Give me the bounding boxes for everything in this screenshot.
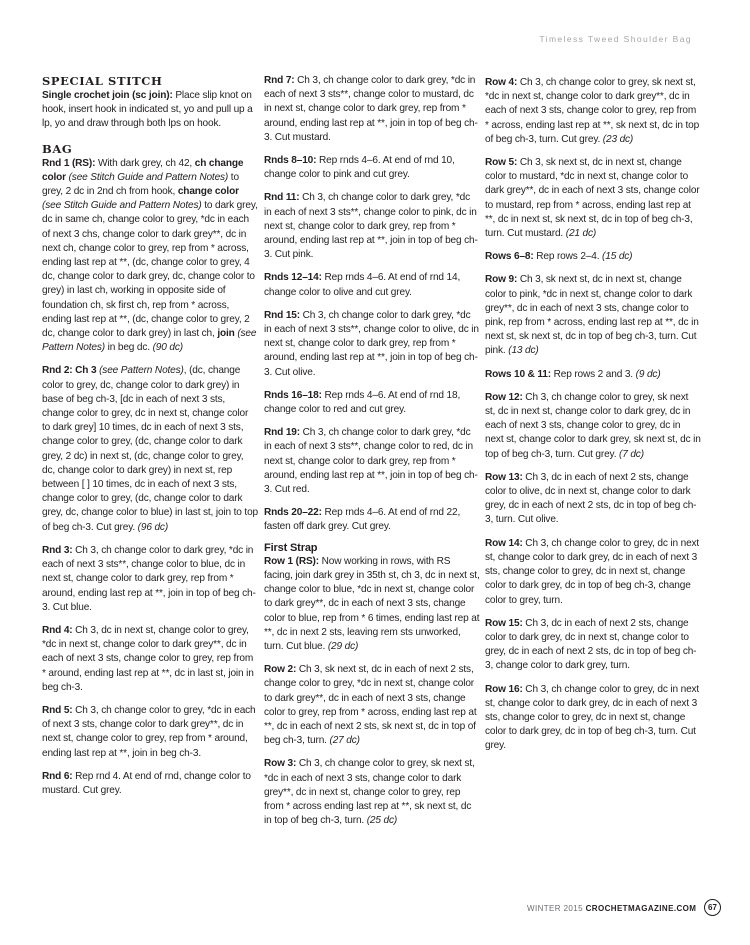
strap-row-12-count: (7 dc): [619, 448, 644, 460]
instruction-strap-row-15: [485, 617, 701, 674]
strap-row-13-text: Ch 3, dc in each of next 2 sts, change color to olive, dc in next st, change color to dark grey, dc in each of next 2 sts, dc in top of beg ch-3, turn. Cut olive.: [485, 471, 697, 526]
strap-row-3-count: (25 dc): [366, 815, 398, 827]
instruction-strap-row-13: [485, 471, 701, 528]
rnd-19-label: Rnd 19:: [264, 427, 300, 439]
rnd-1-note-1: (see Stitch Guide and Pattern Notes): [65, 171, 229, 183]
rnds-8-10-text: Rep rnds 4–6. At end of rnd 10, change color to pink and cut grey.: [264, 155, 455, 181]
instruction-strap-rows-10-11: [485, 368, 701, 382]
rnd-19-text: Ch 3, ch change color to dark grey, *dc in each of next 3 sts**, change color to red, dc in next st, change color to dark grey, rep from * around, ending last rep at **, join in top of beg ch-3. Cut red.: [264, 427, 478, 496]
instruction-rnd-11: [264, 191, 480, 262]
footer-season: WINTER 2015: [527, 904, 583, 913]
instruction-strap-row-2: [264, 663, 480, 748]
rnds-16-18-label: Rnds 16–18:: [264, 389, 322, 401]
strap-row-15-label: Row 15:: [485, 617, 523, 629]
rnd-1-label: Rnd 1 (RS):: [42, 157, 96, 169]
strap-rows-10-11-text: Rep rows 2 and 3.: [550, 368, 636, 380]
strap-row-5-label: Row 5:: [485, 157, 518, 169]
special-stitch-paragraph: [42, 89, 258, 132]
instruction-strap-row-16: [485, 683, 701, 754]
rnd-1-note-2: (see Stitch Guide and Pattern Notes): [42, 200, 202, 212]
rnds-12-14-label: Rnds 12–14:: [264, 272, 322, 284]
bag-heading: BAG: [42, 141, 73, 156]
rnd-1-count: (90 dc): [152, 342, 183, 354]
instruction-rnd-2: [42, 364, 258, 534]
rnd-2-label: Rnd 2: Ch 3: [42, 365, 97, 377]
strap-rows-6-8-count: (15 dc): [602, 251, 633, 263]
rnds-20-22-text: Rep rnds 4–6. At end of rnd 22, fasten off dark grey. Cut grey.: [264, 507, 461, 533]
rnd-4-text: Ch 3, dc in next st, change color to grey, *dc in next st, change color to dark grey**, dc in each of next 3 sts, change color to grey, rep from * around, ending last rep at **, dc in last st, join in beg ch-3.: [42, 624, 254, 693]
rnd-3-text: Ch 3, ch change color to dark grey, *dc in each of next 3 sts**, change color to blue, dc in next st, change color to dark grey, rep from * around, ending last rep at **, join in top of beg ch-3. Cut blue.: [42, 544, 256, 613]
strap-rows-6-8-label: Rows 6–8:: [485, 251, 534, 263]
strap-row-1-count: (29 dc): [327, 640, 359, 652]
strap-row-5-count: (21 dc): [565, 228, 597, 240]
instruction-rnds-8-10: [264, 154, 480, 182]
special-stitch-heading: SPECIAL STITCH: [42, 74, 163, 88]
rnds-20-22-label: Rnds 20–22:: [264, 507, 322, 519]
instruction-rnd-4: [42, 624, 258, 695]
running-head: Timeless Tweed Shoulder Bag: [539, 34, 692, 44]
strap-row-9-label: Row 9:: [485, 274, 518, 286]
strap-row-12-label: Row 12:: [485, 391, 523, 403]
first-strap-heading: First Strap: [264, 541, 318, 554]
rnd-2-text: , (dc, change color to grey, dc, change color to dark grey) in base of beg ch-3, [dc in each of next 3 sts, change color to grey, dc in next st, change color to dark grey] 10 times, dc in each of next 3 sts, change color to grey, (dc, change color to dark grey, 2 dc) in next st, (dc, change color to grey, dc, change color to dark grey) in next st, rep between [ ] 10 times, dc in each of next 3 sts, change color to grey, (dc, change color to dark grey, dc, change color to blue) in last st, join to top of beg ch-3. Cut grey.: [42, 365, 258, 533]
rnd-6-text: Rep rnd 4. At end of rnd, change color to mustard. Cut grey.: [42, 770, 251, 796]
instruction-rnds-20-22: [264, 506, 480, 534]
instruction-strap-row-5: [485, 156, 701, 241]
special-stitch-text: Place slip knot on hook, insert hook in indicated st, yo and pull up a lp, yo and draw through both lps on hook.: [42, 90, 253, 130]
instruction-rnd-1: [42, 157, 258, 356]
rnd-1-bold-3: join: [217, 328, 235, 340]
rnd-6-label: Rnd 6:: [42, 770, 73, 782]
instruction-strap-row-3-start: [264, 757, 480, 828]
strap-row-12-text: Ch 3, ch change color to grey, sk next st, dc in next st, change color to dark grey, dc in each of next 3 sts, change color to grey, dc in next st, change color to dark grey, sk next st, dc in top of beg ch-3, turn. Cut grey.: [485, 391, 701, 460]
instruction-rnds-12-14: [264, 271, 480, 299]
column-2: [264, 74, 480, 837]
strap-row-9-text: Ch 3, sk next st, dc in next st, change color to pink, *dc in next st, change color to dark grey**, dc in each of next 3 sts, change color to pink, rep from * across, ending last rep at **, dc in next st, sk next st, dc in top of beg ch-3, turn. Cut pink.: [485, 274, 699, 357]
rnd-1-text-3: to dark grey, dc in same ch, change color to grey, *dc in each of next 3 chs, change color to dark grey**, dc in next ch, change color to grey, rep from * across, ending last rep at **, (dc, change color to grey, 4 dc, change color to dark grey, dc, change color to grey) in last ch, working in opposite side of foundation ch, sk first ch, rep from * across, ending last rep at **, (dc, change color to grey, 2 dc, change color to dark grey) in last ch,: [42, 200, 258, 340]
rnd-2-count: (96 dc): [137, 521, 169, 533]
rnd-3-label: Rnd 3:: [42, 544, 73, 556]
footer-site: CROCHETMAGAZINE.COM: [585, 904, 697, 913]
strap-rows-10-11-count: (9 dc): [635, 368, 661, 380]
instruction-strap-row-12: [485, 391, 701, 462]
strap-row-14-label: Row 14:: [485, 537, 523, 549]
rnds-12-14-text: Rep rnds 4–6. At end of rnd 14, change color to olive and cut grey.: [264, 272, 461, 298]
strap-row-3-label: Row 3:: [264, 758, 297, 770]
instruction-strap-row-1: [264, 555, 480, 654]
special-stitch-term: Single crochet join (sc join):: [42, 90, 173, 101]
rnd-1-bold-1: ch change color: [42, 157, 244, 183]
instruction-rnd-5: [42, 704, 258, 761]
strap-row-15-text: Ch 3, dc in each of next 2 sts, change color to dark grey, dc in next st, change color to grey, dc in each of next 2 sts, dc in top of beg ch-3, change color to dark grey, turn.: [485, 617, 697, 672]
strap-row-5-text: Ch 3, sk next st, dc in next st, change color to mustard, *dc in next st, change color to dark grey**, dc in each of next 3 sts, change color to mustard, rep from * across, ending last rep at **, dc in next st, sk next st, dc in top of beg ch-3, turn. Cut mustard.: [485, 157, 700, 240]
rnd-1-text-1: With dark grey, ch 42,: [95, 157, 195, 169]
rnd-7-label: Rnd 7:: [264, 75, 295, 86]
rnd-4-label: Rnd 4:: [42, 624, 73, 636]
strap-row-4-label: Row 4:: [485, 77, 518, 88]
rnd-7-text: Ch 3, ch change color to dark grey, *dc in each of next 3 sts**, change color to mustard, dc in next st, change color to dark grey, rep from * around, ending last rep at **, join in top of beg ch-3. Cut mustard.: [264, 75, 478, 143]
rnd-1-note-3: (see Pattern Notes): [42, 328, 257, 354]
strap-row-2-count: (27 dc): [329, 735, 360, 747]
rnd-2-note: (see Pattern Notes): [96, 365, 184, 377]
rnd-15-text: Ch 3, ch change color to dark grey, *dc in each of next 3 sts**, change color to olive, dc in next st, change color to dark grey, rep from * around, ending last rep at **, join in top of beg ch-3. Cut olive.: [264, 309, 479, 378]
page-number: 67: [704, 899, 721, 916]
strap-row-16-text: Ch 3, ch change color to grey, dc in next st, change color to dark grey, dc in each of next 3 sts, change color to grey, dc in next st, change color to dark grey, dc in top of beg ch-3, turn. Cut grey.: [485, 683, 700, 752]
strap-row-9-count: (13 dc): [508, 345, 539, 357]
rnd-5-text: Ch 3, ch change color to grey, *dc in each of next 3 sts, change color to dark grey**, dc in next st, change color to grey, rep from * around, ending last rep at **, join in beg ch-3.: [42, 704, 256, 759]
strap-row-2-label: Row 2:: [264, 664, 297, 676]
strap-row-3-text: Ch 3, ch change color to grey, sk next st, *dc in each of next 3 sts, change color to dark grey**, dc in next st, change color to grey, rep from * across ending last rep at **, sk next st, dc in top of beg ch-3, turn.: [264, 758, 475, 827]
strap-row-13-label: Row 13:: [485, 471, 523, 483]
rnds-8-10-label: Rnds 8–10:: [264, 155, 317, 167]
instruction-rnd-7: [264, 74, 480, 145]
rnd-5-label: Rnd 5:: [42, 704, 73, 716]
instruction-rnd-15: [264, 309, 480, 380]
strap-rows-10-11-label: Rows 10 & 11:: [485, 368, 551, 380]
strap-row-1-text: Now working in rows, with RS facing, join dark grey in 35th st, ch 3, dc in next st, change color to blue, *dc in next st, change color to dark grey**, dc in each of next 3 sts, change color to blue, rep from * 6 times, ending last rep at **, dc in next 2 sts, leaving rem sts unworked, turn. Cut blue.: [264, 555, 480, 652]
rnd-15-label: Rnd 15:: [264, 309, 300, 321]
instruction-rnds-16-18: [264, 389, 480, 417]
strap-row-14-text: Ch 3, ch change color to grey, dc in next st, change color to dark grey, dc in each of next 3 sts, change color to grey, dc in next st, change color to dark grey, dc in top of beg ch-3, change color to grey, turn.: [485, 537, 700, 606]
instruction-rnd-3: [42, 544, 258, 615]
column-1: [42, 74, 258, 807]
rnd-1-text-2: to grey, 2 dc in 2nd ch from hook,: [42, 171, 239, 198]
strap-row-2-text: Ch 3, sk next st, dc in each of next 2 sts, change color to grey, *dc in next st, change color to dark grey**, dc in each of next 3 sts, change color to grey, rep from * across, ending last rep at **, dc in each of next 2 sts, sk next st, dc in top of beg ch-3, turn.: [264, 664, 477, 747]
instruction-strap-row-14: [485, 537, 701, 608]
column-3: [485, 76, 701, 763]
strap-row-1-label: Row 1 (RS):: [264, 555, 319, 567]
instruction-rnd-19: [264, 426, 480, 497]
strap-rows-6-8-text: Rep rows 2–4.: [533, 251, 603, 263]
rnd-1-text-4: in beg dc.: [104, 342, 153, 354]
instruction-rnd-6: [42, 770, 258, 798]
strap-row-4-count: (23 dc): [602, 133, 634, 145]
strap-row-16-label: Row 16:: [485, 683, 523, 695]
instruction-strap-rows-6-8: [485, 250, 701, 264]
rnd-11-label: Rnd 11:: [264, 192, 300, 204]
strap-row-4-text: Ch 3, ch change color to grey, sk next st, *dc in next st, change color to dark grey**, dc in each of next 3 sts, change color to grey, rep from * across, ending last rep at **, sk next st, dc in top of beg ch-3, turn. Cut grey.: [485, 77, 700, 145]
rnd-1-bold-2: change color: [177, 186, 239, 198]
instruction-strap-row-4: [485, 76, 701, 147]
instruction-strap-row-9: [485, 273, 701, 358]
rnds-16-18-text: Rep rnds 4–6. At end of rnd 18, change color to red and cut grey.: [264, 389, 461, 416]
page-footer: [527, 904, 696, 913]
rnd-11-text: Ch 3, ch change color to dark grey, *dc in each of next 3 sts**, change color to pink, dc in next st, change color to dark grey, rep from * around, ending last rep at **, join in top of beg ch-3. Cut pink.: [264, 192, 478, 261]
